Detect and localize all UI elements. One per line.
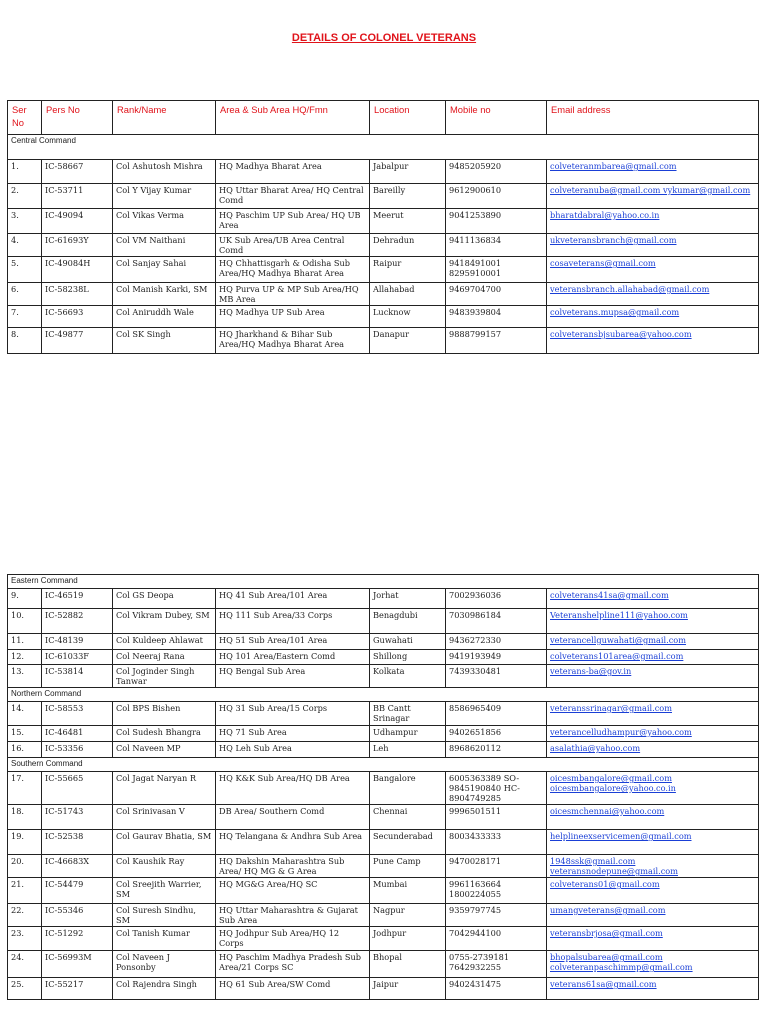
cell-ser: 15. xyxy=(8,726,42,742)
cell-area: HQ Purva UP & MP Sub Area/HQ MB Area xyxy=(216,283,370,306)
cell-email[interactable]: colveterans.mupsa@gmail.com xyxy=(547,306,759,328)
cell-pers: IC-56993M xyxy=(42,951,113,978)
veterans-table-central xyxy=(7,100,759,354)
cell-area: HQ 31 Sub Area/15 Corps xyxy=(216,702,370,726)
cell-area: HQ Madhya UP Sub Area xyxy=(216,306,370,328)
table-row xyxy=(8,978,759,1000)
cell-ser: 4. xyxy=(8,234,42,257)
cell-rank: Col GS Deopa xyxy=(113,589,216,609)
cell-area: HQ Paschim UP Sub Area/ HQ UB Area xyxy=(216,209,370,234)
cell-location: Leh xyxy=(370,742,446,758)
cell-ser: 19. xyxy=(8,830,42,855)
cell-email[interactable]: cosaveterans@gmail.com xyxy=(547,257,759,283)
cell-rank: Col Joginder Singh Tanwar xyxy=(113,665,216,688)
cell-email[interactable]: colveteranuba@gmail.com vykumar@gmail.com xyxy=(547,184,759,209)
cell-mobile: 9485205920 xyxy=(446,160,547,184)
command-central: Central Command xyxy=(8,135,759,160)
cell-pers: IC-58238L xyxy=(42,283,113,306)
cell-pers: IC-58553 xyxy=(42,702,113,726)
cell-area: UK Sub Area/UB Area Central Comd xyxy=(216,234,370,257)
table-row xyxy=(8,283,759,306)
command-row xyxy=(8,688,759,702)
cell-area: HQ K&K Sub Area/HQ DB Area xyxy=(216,772,370,805)
cell-mobile: 9419193949 xyxy=(446,650,547,665)
cell-mobile: 8003433333 xyxy=(446,830,547,855)
table-row xyxy=(8,726,759,742)
cell-location: Raipur xyxy=(370,257,446,283)
veterans-table-other xyxy=(7,574,759,1000)
cell-location: Bareilly xyxy=(370,184,446,209)
cell-rank: Col SK Singh xyxy=(113,328,216,354)
cell-ser: 7. xyxy=(8,306,42,328)
table-header-row xyxy=(8,101,759,135)
command-row xyxy=(8,135,759,160)
table-row xyxy=(8,650,759,665)
table-row xyxy=(8,209,759,234)
cell-mobile: 7042944100 xyxy=(446,927,547,951)
cell-mobile: 9996501511 xyxy=(446,805,547,830)
cell-area: HQ Telangana & Andhra Sub Area xyxy=(216,830,370,855)
cell-mobile: 9469704700 xyxy=(446,283,547,306)
cell-rank: Col Sanjay Sahai xyxy=(113,257,216,283)
cell-email[interactable]: bharatdabral@yahoo.co.in xyxy=(547,209,759,234)
cell-ser: 3. xyxy=(8,209,42,234)
cell-area: HQ Jharkhand & Bihar Sub Area/HQ Madhya Bharat Area xyxy=(216,328,370,354)
cell-pers: IC-58667 xyxy=(42,160,113,184)
table-row xyxy=(8,927,759,951)
header-rank: Rank/Name xyxy=(113,101,216,135)
page-title: DETAILS OF COLONEL VETERANS xyxy=(291,32,477,44)
cell-pers: IC-52538 xyxy=(42,830,113,855)
cell-mobile: 6005363389 SO-9845190840 HC-8904749285 xyxy=(446,772,547,805)
cell-pers: IC-46519 xyxy=(42,589,113,609)
cell-location: Pune Camp xyxy=(370,855,446,878)
cell-ser: 10. xyxy=(8,609,42,634)
cell-mobile: 9961163664 1800224055 xyxy=(446,878,547,904)
cell-area: HQ MG&G Area/HQ SC xyxy=(216,878,370,904)
cell-mobile: 9470028171 xyxy=(446,855,547,878)
cell-email[interactable]: veteranssrinagar@gmail.com xyxy=(547,702,759,726)
cell-location: Nagpur xyxy=(370,904,446,927)
cell-location: Benagdubi xyxy=(370,609,446,634)
cell-pers: IC-52882 xyxy=(42,609,113,634)
cell-rank: Col Vikas Verma xyxy=(113,209,216,234)
cell-pers: IC-49094 xyxy=(42,209,113,234)
cell-rank: Col Naveen J Ponsonby xyxy=(113,951,216,978)
cell-mobile: 9359797745 xyxy=(446,904,547,927)
cell-pers: IC-61693Y xyxy=(42,234,113,257)
cell-pers: IC-48139 xyxy=(42,634,113,650)
cell-ser: 6. xyxy=(8,283,42,306)
cell-email[interactable]: veteransbrjosa@gmail.com xyxy=(547,927,759,951)
cell-rank: Col Kuldeep Ahlawat xyxy=(113,634,216,650)
cell-pers: IC-51743 xyxy=(42,805,113,830)
cell-area: HQ Leh Sub Area xyxy=(216,742,370,758)
cell-area: DB Area/ Southern Comd xyxy=(216,805,370,830)
cell-mobile: 0755-2739181 7642932255 xyxy=(446,951,547,978)
cell-rank: Col Jagat Naryan R xyxy=(113,772,216,805)
cell-email[interactable]: colveterans101area@gmail.com xyxy=(547,650,759,665)
cell-rank: Col Suresh Sindhu, SM xyxy=(113,904,216,927)
table-row xyxy=(8,904,759,927)
cell-rank: Col Y Vijay Kumar xyxy=(113,184,216,209)
cell-email[interactable]: colveterans01@gmail.com xyxy=(547,878,759,904)
cell-ser: 14. xyxy=(8,702,42,726)
cell-area: HQ 51 Sub Area/101 Area xyxy=(216,634,370,650)
cell-pers: IC-56693 xyxy=(42,306,113,328)
cell-ser: 2. xyxy=(8,184,42,209)
cell-mobile: 7439330481 xyxy=(446,665,547,688)
cell-email[interactable]: ukveteransbranch@gmail.com xyxy=(547,234,759,257)
cell-location: Jaipur xyxy=(370,978,446,1000)
cell-area: HQ Uttar Maharashtra & Gujarat Sub Area xyxy=(216,904,370,927)
cell-pers: IC-54479 xyxy=(42,878,113,904)
cell-pers: IC-46481 xyxy=(42,726,113,742)
table-row xyxy=(8,609,759,634)
table-row xyxy=(8,634,759,650)
cell-mobile: 7030986184 xyxy=(446,609,547,634)
cell-rank: Col Neeraj Rana xyxy=(113,650,216,665)
cell-location: Chennai xyxy=(370,805,446,830)
cell-mobile: 9041253890 xyxy=(446,209,547,234)
cell-pers: IC-53814 xyxy=(42,665,113,688)
cell-ser: 16. xyxy=(8,742,42,758)
cell-mobile: 9411136834 xyxy=(446,234,547,257)
cell-area: HQ Bengal Sub Area xyxy=(216,665,370,688)
cell-email[interactable]: veterans-ba@gov.in xyxy=(547,665,759,688)
cell-mobile: 9483939804 xyxy=(446,306,547,328)
command-northern: Northern Command xyxy=(8,688,759,702)
cell-area: HQ 101 Area/Eastern Comd xyxy=(216,650,370,665)
cell-rank: Col Rajendra Singh xyxy=(113,978,216,1000)
cell-mobile: 7002936036 xyxy=(446,589,547,609)
command-southern: Southern Command xyxy=(8,758,759,772)
cell-pers: IC-49084H xyxy=(42,257,113,283)
cell-rank: Col Ashutosh Mishra xyxy=(113,160,216,184)
cell-pers: IC-61033F xyxy=(42,650,113,665)
cell-pers: IC-53356 xyxy=(42,742,113,758)
cell-email[interactable]: veteransbranch.allahabad@gmail.com xyxy=(547,283,759,306)
cell-email[interactable]: veterancelludhampur@yahoo.com xyxy=(547,726,759,742)
cell-location: Jabalpur xyxy=(370,160,446,184)
table-row xyxy=(8,257,759,283)
cell-email[interactable]: colveterans41sa@gmail.com xyxy=(547,589,759,609)
cell-mobile: 9418491001 8295910001 xyxy=(446,257,547,283)
table-row xyxy=(8,805,759,830)
cell-rank: Col Tanish Kumar xyxy=(113,927,216,951)
cell-pers: IC-55665 xyxy=(42,772,113,805)
cell-location: Bhopal xyxy=(370,951,446,978)
cell-ser: 8. xyxy=(8,328,42,354)
cell-email[interactable]: umangveterans@gmail.com xyxy=(547,904,759,927)
cell-ser: 18. xyxy=(8,805,42,830)
cell-mobile: 9612900610 xyxy=(446,184,547,209)
table-row xyxy=(8,742,759,758)
cell-location: Bangalore xyxy=(370,772,446,805)
table-row xyxy=(8,184,759,209)
cell-pers: IC-53711 xyxy=(42,184,113,209)
command-row xyxy=(8,758,759,772)
header-email: Email address xyxy=(547,101,759,135)
cell-rank: Col Gaurav Bhatia, SM xyxy=(113,830,216,855)
command-eastern: Eastern Command xyxy=(8,575,759,589)
cell-rank: Col VM Naithani xyxy=(113,234,216,257)
cell-rank: Col Sreejith Warrier, SM xyxy=(113,878,216,904)
command-row xyxy=(8,575,759,589)
cell-email[interactable]: bhopalsubarea@gmail.com colveteranpaschimmp@gmail.com xyxy=(547,951,759,978)
cell-location: Shillong xyxy=(370,650,446,665)
table-row xyxy=(8,702,759,726)
table-row xyxy=(8,328,759,354)
cell-area: HQ Paschim Madhya Pradesh Sub Area/21 Corps SC xyxy=(216,951,370,978)
cell-area: HQ Dakshin Maharashtra Sub Area/ HQ MG & G Area xyxy=(216,855,370,878)
cell-mobile: 9436272330 xyxy=(446,634,547,650)
cell-location: Lucknow xyxy=(370,306,446,328)
cell-ser: 11. xyxy=(8,634,42,650)
cell-area: HQ 71 Sub Area xyxy=(216,726,370,742)
cell-mobile: 8586965409 xyxy=(446,702,547,726)
cell-location: Danapur xyxy=(370,328,446,354)
cell-email[interactable]: asalathia@yahoo.com xyxy=(547,742,759,758)
cell-area: HQ 111 Sub Area/33 Corps xyxy=(216,609,370,634)
cell-area: HQ Jodhpur Sub Area/HQ 12 Corps xyxy=(216,927,370,951)
cell-pers: IC-46683X xyxy=(42,855,113,878)
cell-location: Jorhat xyxy=(370,589,446,609)
cell-location: Guwahati xyxy=(370,634,446,650)
cell-rank: Col Kaushik Ray xyxy=(113,855,216,878)
cell-email[interactable]: Veteranshelpline111@yahoo.com xyxy=(547,609,759,634)
header-pers: Pers No xyxy=(42,101,113,135)
table-row xyxy=(8,589,759,609)
cell-rank: Col Manish Karki, SM xyxy=(113,283,216,306)
cell-ser: 12. xyxy=(8,650,42,665)
cell-ser: 5. xyxy=(8,257,42,283)
cell-location: Allahabad xyxy=(370,283,446,306)
cell-pers: IC-49877 xyxy=(42,328,113,354)
cell-pers: IC-55346 xyxy=(42,904,113,927)
cell-ser: 22. xyxy=(8,904,42,927)
cell-email[interactable]: 1948ssk@gmail.com veteransnodepune@gmail.com xyxy=(547,855,759,878)
table-row xyxy=(8,665,759,688)
cell-location: Dehradun xyxy=(370,234,446,257)
header-mobile: Mobile no xyxy=(446,101,547,135)
cell-ser: 17. xyxy=(8,772,42,805)
cell-email[interactable]: veterans61sa@gmail.com xyxy=(547,978,759,1000)
cell-email[interactable]: colveteranmbarea@gmail.com xyxy=(547,160,759,184)
table-row xyxy=(8,306,759,328)
cell-location: Secunderabad xyxy=(370,830,446,855)
cell-ser: 25. xyxy=(8,978,42,1000)
table-row xyxy=(8,951,759,978)
table-row xyxy=(8,830,759,855)
cell-mobile: 8968620112 xyxy=(446,742,547,758)
cell-email[interactable]: oicesmchennai@yahoo.com xyxy=(547,805,759,830)
table-row xyxy=(8,234,759,257)
cell-mobile: 9402431475 xyxy=(446,978,547,1000)
cell-rank: Col Naveen MP xyxy=(113,742,216,758)
header-ser: Ser No xyxy=(8,101,42,135)
cell-pers: IC-51292 xyxy=(42,927,113,951)
cell-area: HQ Uttar Bharat Area/ HQ Central Comd xyxy=(216,184,370,209)
cell-location: Jodhpur xyxy=(370,927,446,951)
cell-ser: 21. xyxy=(8,878,42,904)
table-row xyxy=(8,855,759,878)
cell-ser: 24. xyxy=(8,951,42,978)
cell-location: BB Cantt Srinagar xyxy=(370,702,446,726)
cell-ser: 9. xyxy=(8,589,42,609)
header-area: Area & Sub Area HQ/Fmn xyxy=(216,101,370,135)
cell-mobile: 9402651856 xyxy=(446,726,547,742)
cell-email[interactable]: veterancellguwahati@gmail.com xyxy=(547,634,759,650)
cell-ser: 1. xyxy=(8,160,42,184)
table-row xyxy=(8,878,759,904)
cell-ser: 20. xyxy=(8,855,42,878)
cell-rank: Col Srinivasan V xyxy=(113,805,216,830)
cell-pers: IC-55217 xyxy=(42,978,113,1000)
cell-ser: 13. xyxy=(8,665,42,688)
cell-location: Kolkata xyxy=(370,665,446,688)
cell-area: HQ Chhattisgarh & Odisha Sub Area/HQ Madhya Bharat Area xyxy=(216,257,370,283)
cell-location: Mumbai xyxy=(370,878,446,904)
cell-area: HQ 61 Sub Area/SW Comd xyxy=(216,978,370,1000)
cell-location: Meerut xyxy=(370,209,446,234)
cell-rank: Col Vikram Dubey, SM xyxy=(113,609,216,634)
cell-area: HQ Madhya Bharat Area xyxy=(216,160,370,184)
header-location: Location xyxy=(370,101,446,135)
cell-rank: Col BPS Bishen xyxy=(113,702,216,726)
cell-location: Udhampur xyxy=(370,726,446,742)
cell-area: HQ 41 Sub Area/101 Area xyxy=(216,589,370,609)
cell-email[interactable]: helplineexservicemen@gmail.com xyxy=(547,830,759,855)
cell-email[interactable]: oicesmbangalore@gmail.com oicesmbangalore@yahoo.co.in xyxy=(547,772,759,805)
cell-rank: Col Aniruddh Wale xyxy=(113,306,216,328)
cell-ser: 23. xyxy=(8,927,42,951)
table-row xyxy=(8,772,759,805)
cell-email[interactable]: colveteransbjsubarea@yahoo.com xyxy=(547,328,759,354)
cell-rank: Col Sudesh Bhangra xyxy=(113,726,216,742)
table-row xyxy=(8,160,759,184)
cell-mobile: 9888799157 xyxy=(446,328,547,354)
